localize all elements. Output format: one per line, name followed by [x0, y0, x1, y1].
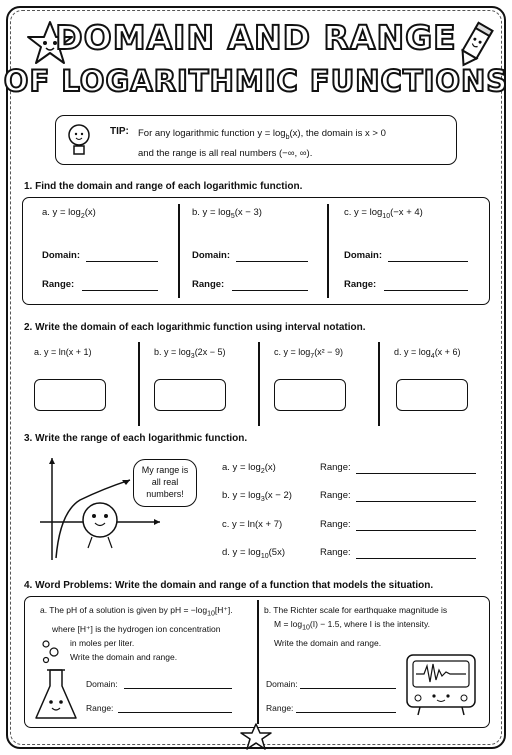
q3-item-d: d. $y = \log_{10}(5x)$ — [222, 547, 285, 560]
question-1-heading: 1. Find the domain and range of each logarithmic function. — [24, 181, 303, 192]
domain-label: Domain: — [266, 679, 298, 689]
speech-bubble: My range is all real numbers! — [133, 459, 197, 507]
divider — [178, 204, 180, 298]
q3-item-b: b. $y = \log_3(x - 2)$ — [222, 490, 292, 503]
q2c-answer-box[interactable] — [274, 379, 346, 411]
star-decoration-icon — [238, 722, 274, 752]
q3-item-c: c. y = ln(x + 7) — [222, 519, 283, 530]
q1a-domain-answer[interactable] — [86, 261, 158, 262]
q3c-range-answer[interactable] — [356, 530, 476, 531]
domain-label: Domain: — [192, 250, 230, 261]
q4-item-a-text: a. The pH of a solution is given by pH = $-\log_{10}[H^+]$. where [H⁺] is the hydrogen ion concentration in moles per liter. Write the domain and range. — [40, 605, 233, 662]
q2b-answer-box[interactable] — [154, 379, 226, 411]
domain-label: Domain: — [86, 679, 118, 689]
range-label: Range: — [266, 703, 294, 713]
range-label: Range: — [320, 462, 351, 473]
tip-label: TIP: — [110, 126, 129, 137]
q2-item-b: b. $y = \log_3(2x - 5)$ — [154, 347, 226, 360]
question-2-heading: 2. Write the domain of each logarithmic function using interval notation. — [24, 322, 366, 333]
page-title-line2: OF LOGARITHMIC FUNCTIONS — [3, 64, 509, 98]
q3a-range-answer[interactable] — [356, 473, 476, 474]
q1-item-c: c. $y = \log_{10}(-x + 4)$ — [344, 207, 423, 220]
q3b-range-answer[interactable] — [356, 501, 476, 502]
q1-item-a: a. $y = \log_2(x)$ — [42, 207, 96, 220]
q4-item-b-text: b. The Richter scale for earthquake magnitude is $M = \log_{10}(I) - 1.5$, where I is the intensity. Write the domain and range. — [264, 605, 448, 648]
q1c-range-answer[interactable] — [384, 290, 468, 291]
q4b-range-answer[interactable] — [296, 712, 396, 713]
lightbulb-icon — [66, 122, 92, 160]
q1c-domain-answer[interactable] — [388, 261, 468, 262]
tip-box — [55, 115, 457, 165]
seismograph-mascot-icon — [404, 652, 478, 718]
domain-label: Domain: — [42, 250, 80, 261]
divider — [378, 342, 380, 426]
divider — [258, 342, 260, 426]
q2-item-c: c. $y = \log_7(x^2 - 9)$ — [274, 347, 343, 360]
q3-item-a: a. $y = \log_2(x)$ — [222, 462, 276, 475]
q4a-range-answer[interactable] — [118, 712, 232, 713]
q4b-domain-answer[interactable] — [300, 688, 396, 689]
q2a-answer-box[interactable] — [34, 379, 106, 411]
range-label: Range: — [344, 279, 377, 290]
q4a-domain-answer[interactable] — [124, 688, 232, 689]
q1b-range-answer[interactable] — [232, 290, 308, 291]
tip-text: For any logarithmic function $y = \log_b(x)$, the domain is x > 0 and the range is all real numbers (−∞, ∞). — [138, 128, 386, 159]
q2-item-d: d. $y = \log_4(x + 6)$ — [394, 347, 461, 360]
range-label: Range: — [320, 547, 351, 558]
domain-label: Domain: — [344, 250, 382, 261]
range-label: Range: — [320, 519, 351, 530]
q2-item-a: a. y = ln(x + 1) — [34, 347, 92, 357]
q1-item-b: b. $y = \log_5(x - 3)$ — [192, 207, 262, 220]
divider — [138, 342, 140, 426]
q3d-range-answer[interactable] — [356, 558, 476, 559]
question-3-heading: 3. Write the range of each logarithmic function. — [24, 433, 248, 444]
q2d-answer-box[interactable] — [396, 379, 468, 411]
flask-mascot-icon — [32, 638, 82, 724]
divider — [257, 600, 259, 724]
range-label: Range: — [192, 279, 225, 290]
range-label: Range: — [86, 703, 114, 713]
range-label: Range: — [320, 490, 351, 501]
question-4-heading: 4. Word Problems: Write the domain and range of a function that models the situation. — [24, 580, 434, 591]
q1a-range-answer[interactable] — [82, 290, 158, 291]
page-title-line1: DOMAIN AND RANGE — [55, 18, 457, 57]
divider — [327, 204, 329, 298]
range-label: Range: — [42, 279, 75, 290]
q1b-domain-answer[interactable] — [236, 261, 308, 262]
